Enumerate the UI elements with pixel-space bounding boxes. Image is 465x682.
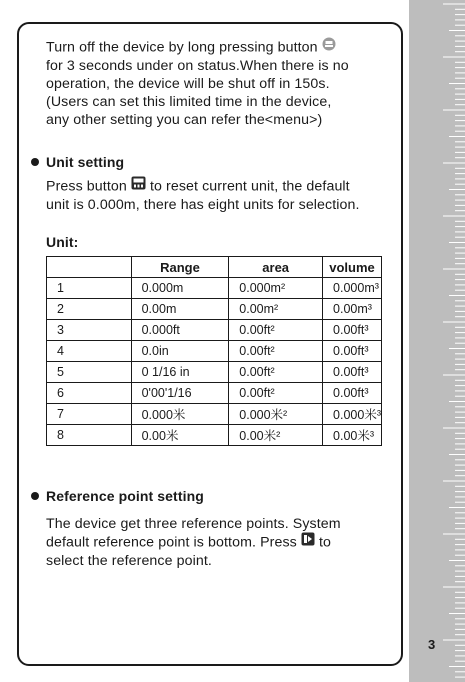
table-row: 5 0 1/16 in 0.00ft² 0.00ft³ [47,362,382,383]
page-number: 3 [428,637,436,652]
unit-setting-line-1: Press button to reset current unit, the default [46,177,391,196]
unit-table [46,256,382,446]
table-row: 2 0.00m 0.00m² 0.00m³ [47,299,382,320]
table-row: 8 0.00米 0.00米² 0.00米³ [47,425,382,446]
reference-button-icon [301,532,315,551]
unit-button-icon [131,176,146,195]
table-row: 4 0.0in 0.00ft² 0.00ft³ [47,341,382,362]
intro-line-4: (Users can set this limited time in the device, [46,94,332,110]
table-row: 1 0.000m 0.000m² 0.000m³ [47,278,382,299]
unit-setting-bullet [31,158,39,166]
reference-paragraph [46,515,391,570]
unit-setting-paragraph [46,177,391,214]
header-area: area [229,257,323,278]
reference-line-3: select the reference point. [46,553,212,569]
unit-table-header [47,257,382,278]
reference-heading: Reference point setting [46,488,204,504]
unit-setting-line-2: unit is 0.000m, there has eight units for selection. [46,197,360,213]
power-button-icon [322,37,336,56]
intro-line-2: for 3 seconds under on status.When there is no [46,58,349,74]
table-row: 3 0.000ft 0.00ft² 0.00ft³ [47,320,382,341]
table-row: 6 0'00'1/16 0.00ft² 0.00ft³ [47,383,382,404]
intro-paragraph [46,38,391,129]
header-range: Range [131,257,229,278]
header-index [47,257,132,278]
ruler-ticks [409,0,465,682]
intro-line-5: any other setting you can refer the<menu>) [46,112,323,128]
header-volume: volume [323,257,382,278]
reference-bullet [31,492,39,500]
reference-line-1: The device get three reference points. System [46,516,341,532]
unit-setting-heading: Unit setting [46,154,125,170]
table-row: 7 0.000米 0.000米² 0.000米³ [47,404,382,425]
reference-line-2: default reference point is bottom. Press to [46,533,391,552]
unit-table-label: Unit: [46,234,79,250]
intro-line-3: operation, the device will be shut off in 150s. [46,76,330,92]
intro-line-1: Turn off the device by long pressing button [46,38,391,57]
ruler-strip [409,0,465,682]
